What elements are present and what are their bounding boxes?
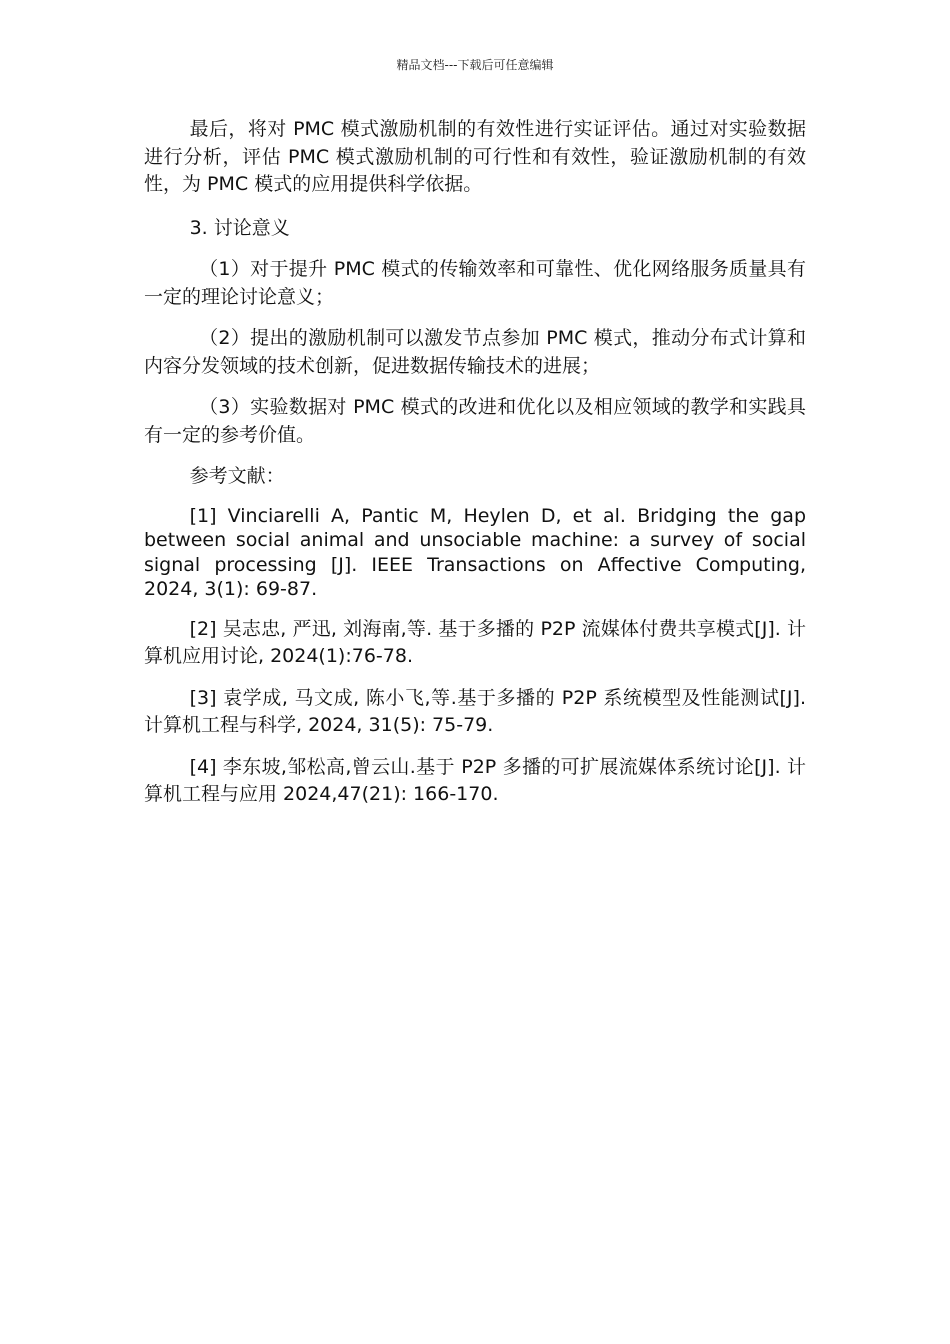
significance-item-2: （2）提出的激励机制可以激发节点参加 PMC 模式，推动分布式计算和内容分发领域的技术创新，促进数据传输技术的进展；	[144, 327, 806, 377]
reference-item-2: [2] 吴志忠, 严迅, 刘海南,等. 基于多播的 P2P 流媒体付费共享模式[J]. 计算机应用讨论, 2024(1):76-78.	[144, 617, 806, 667]
intro-paragraph: 最后，将对 PMC 模式激励机制的有效性进行实证评估。通过对实验数据进行分析，评估 PMC 模式激励机制的可行性和有效性，验证激励机制的有效性，为 PMC 模式的应用提供科学依据。	[144, 118, 806, 195]
section-heading: 3. 讨论意义	[189, 216, 290, 239]
document-body	[144, 116, 806, 809]
significance-item-3: （3）实验数据对 PMC 模式的改进和优化以及相应领域的教学和实践具有一定的参考价值。	[144, 396, 806, 446]
reference-item-3: [3] 袁学成, 马文成, 陈小飞,等.基于多播的 P2P 系统模型及性能测试[J]. 计算机工程与科学, 2024, 31(5): 75-79.	[144, 686, 806, 736]
significance-item-1: （1）对于提升 PMC 模式的传输效率和可靠性、优化网络服务质量具有一定的理论讨论意义；	[144, 258, 806, 308]
references-title: 参考文献：	[189, 465, 285, 487]
reference-item-4: [4] 李东坡,邹松高,曾云山.基于 P2P 多播的可扩展流媒体系统讨论[J]. 计算机工程与应用 2024,47(21): 166-170.	[144, 755, 806, 805]
reference-item-1: [1] Vinciarelli A, Pantic M, Heylen D, et al. Bridging the gap between social animal and unsociable machine: a survey of social signal processing [J]. IEEE Transactions on Affective Computing, 2024, 3(1): 69-87.	[144, 504, 806, 600]
page-header: 精品文档---下载后可任意编辑	[396, 58, 554, 72]
